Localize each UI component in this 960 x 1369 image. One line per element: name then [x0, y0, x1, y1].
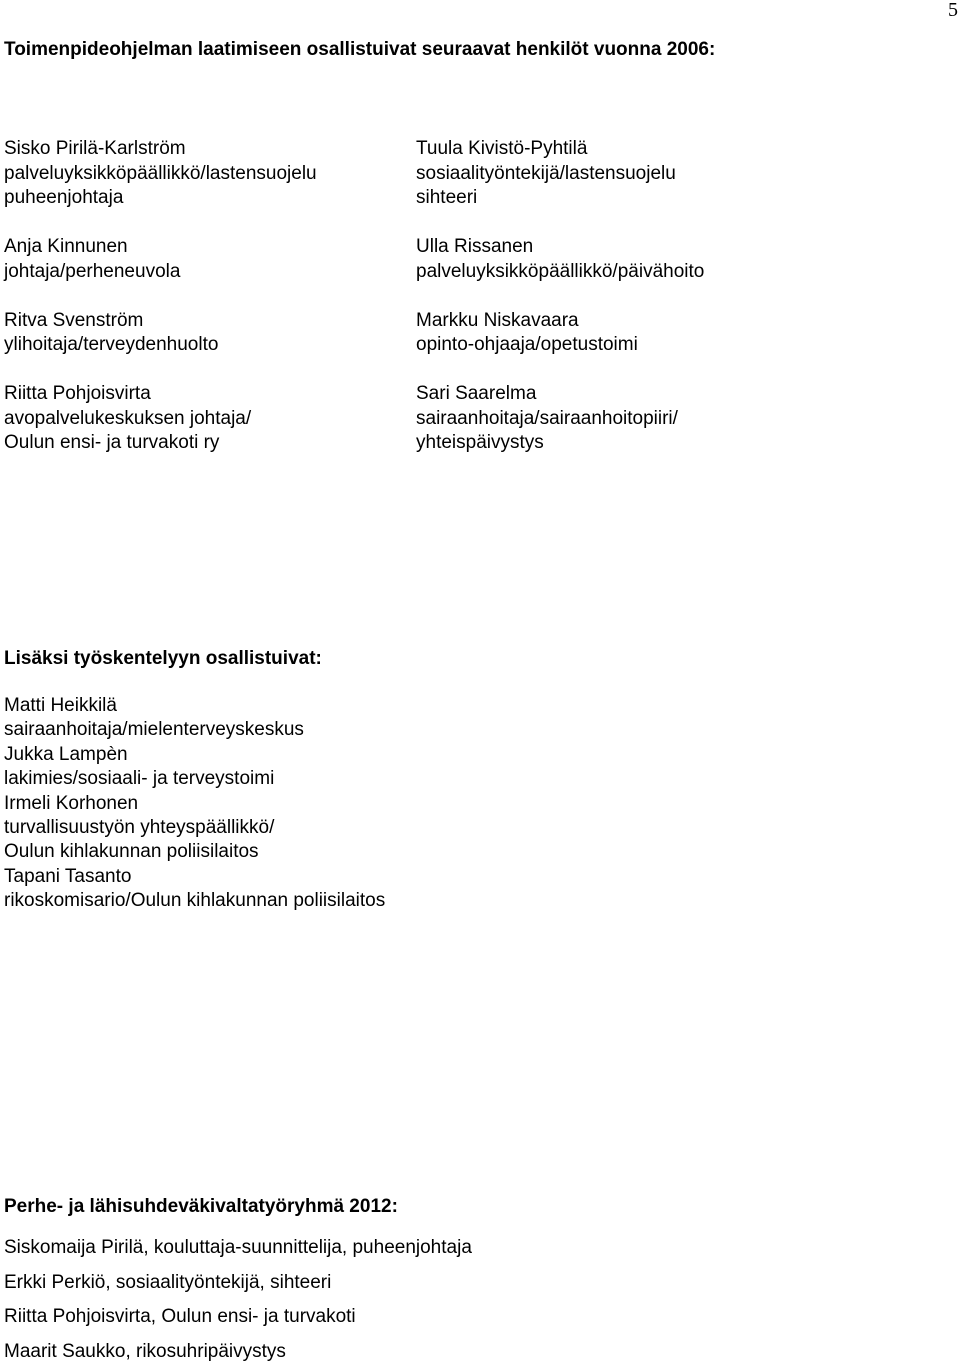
participant-name: Sari Saarelma	[416, 383, 537, 404]
extra-participant-line: Jukka Lampèn	[4, 743, 128, 765]
participant-role: sihteeri	[416, 187, 478, 208]
participant-role: yhteispäivystys	[416, 432, 544, 453]
extra-participant-line: Tapani Tasanto	[4, 865, 132, 887]
participant-role: avopalvelukeskuksen johtaja/	[4, 407, 252, 429]
participant-role: sosiaalityöntekijä/lastensuojelu	[416, 162, 676, 184]
participant-entry	[416, 235, 856, 284]
participant-role: Oulun ensi- ja turvakoti ry	[4, 432, 220, 453]
participant-role: sairaanhoitaja/sairaanhoitopiiri/	[416, 407, 678, 429]
extra-participant-line: Oulun kihlakunnan poliisilaitos	[4, 841, 259, 863]
page-title: Toimenpideohjelman laatimiseen osallistuivat seuraavat henkilöt vuonna 2006:	[4, 39, 716, 60]
participant-role: johtaja/perheneuvola	[4, 260, 181, 282]
participants-left-column	[4, 137, 444, 480]
participant-name: Ritva Svenström	[4, 309, 144, 331]
participants-right-column	[416, 137, 856, 480]
page-number: 5	[948, 0, 958, 21]
participant-role: palveluyksikköpäällikkö/lastensuojelu	[4, 162, 317, 184]
participant-entry	[416, 137, 856, 211]
participant-entry	[4, 309, 444, 358]
working-group-heading: Perhe- ja lähisuhdeväkivaltatyöryhmä 2012:	[4, 1196, 398, 1217]
extra-participants-heading: Lisäksi työskentelyyn osallistuivat:	[4, 648, 322, 669]
participant-entry	[416, 309, 856, 358]
extra-participants-list	[4, 694, 704, 914]
extra-participant-line: lakimies/sosiaali- ja terveystoimi	[4, 768, 275, 790]
extra-participant-line: sairaanhoitaja/mielenterveyskeskus	[4, 719, 304, 741]
working-group-member: Maarit Saukko, rikosuhripäivystys	[4, 1340, 286, 1362]
participant-name: Sisko Pirilä-Karlström	[4, 138, 186, 159]
participant-name: Anja Kinnunen	[4, 236, 128, 257]
working-group-member: Siskomaija Pirilä, kouluttaja-suunnittelija, puheenjohtaja	[4, 1237, 472, 1258]
participant-name: Markku Niskavaara	[416, 309, 579, 331]
participant-name: Riitta Pohjoisvirta	[4, 383, 151, 404]
participant-role: puheenjohtaja	[4, 187, 124, 208]
participant-role: palveluyksikköpäällikkö/päivähoito	[416, 260, 705, 282]
participant-role: ylihoitaja/terveydenhuolto	[4, 334, 219, 355]
participant-entry	[4, 235, 444, 284]
participant-entry	[4, 382, 444, 456]
participant-entry	[4, 137, 444, 211]
working-group-list	[4, 1231, 704, 1369]
participant-role: opinto-ohjaaja/opetustoimi	[416, 334, 638, 355]
extra-participant-line: Irmeli Korhonen	[4, 792, 139, 814]
participant-name: Ulla Rissanen	[416, 236, 534, 257]
extra-participant-line: Matti Heikkilä	[4, 695, 117, 716]
extra-participant-line: turvallisuustyön yhteyspäällikkö/	[4, 817, 275, 839]
extra-participant-line: rikoskomisario/Oulun kihlakunnan poliisilaitos	[4, 890, 386, 912]
working-group-member: Erkki Perkiö, sosiaalityöntekijä, sihteeri	[4, 1271, 332, 1293]
participant-name: Tuula Kivistö-Pyhtilä	[416, 138, 588, 159]
participant-entry	[416, 382, 856, 456]
working-group-member: Riitta Pohjoisvirta, Oulun ensi- ja turvakoti	[4, 1306, 356, 1328]
